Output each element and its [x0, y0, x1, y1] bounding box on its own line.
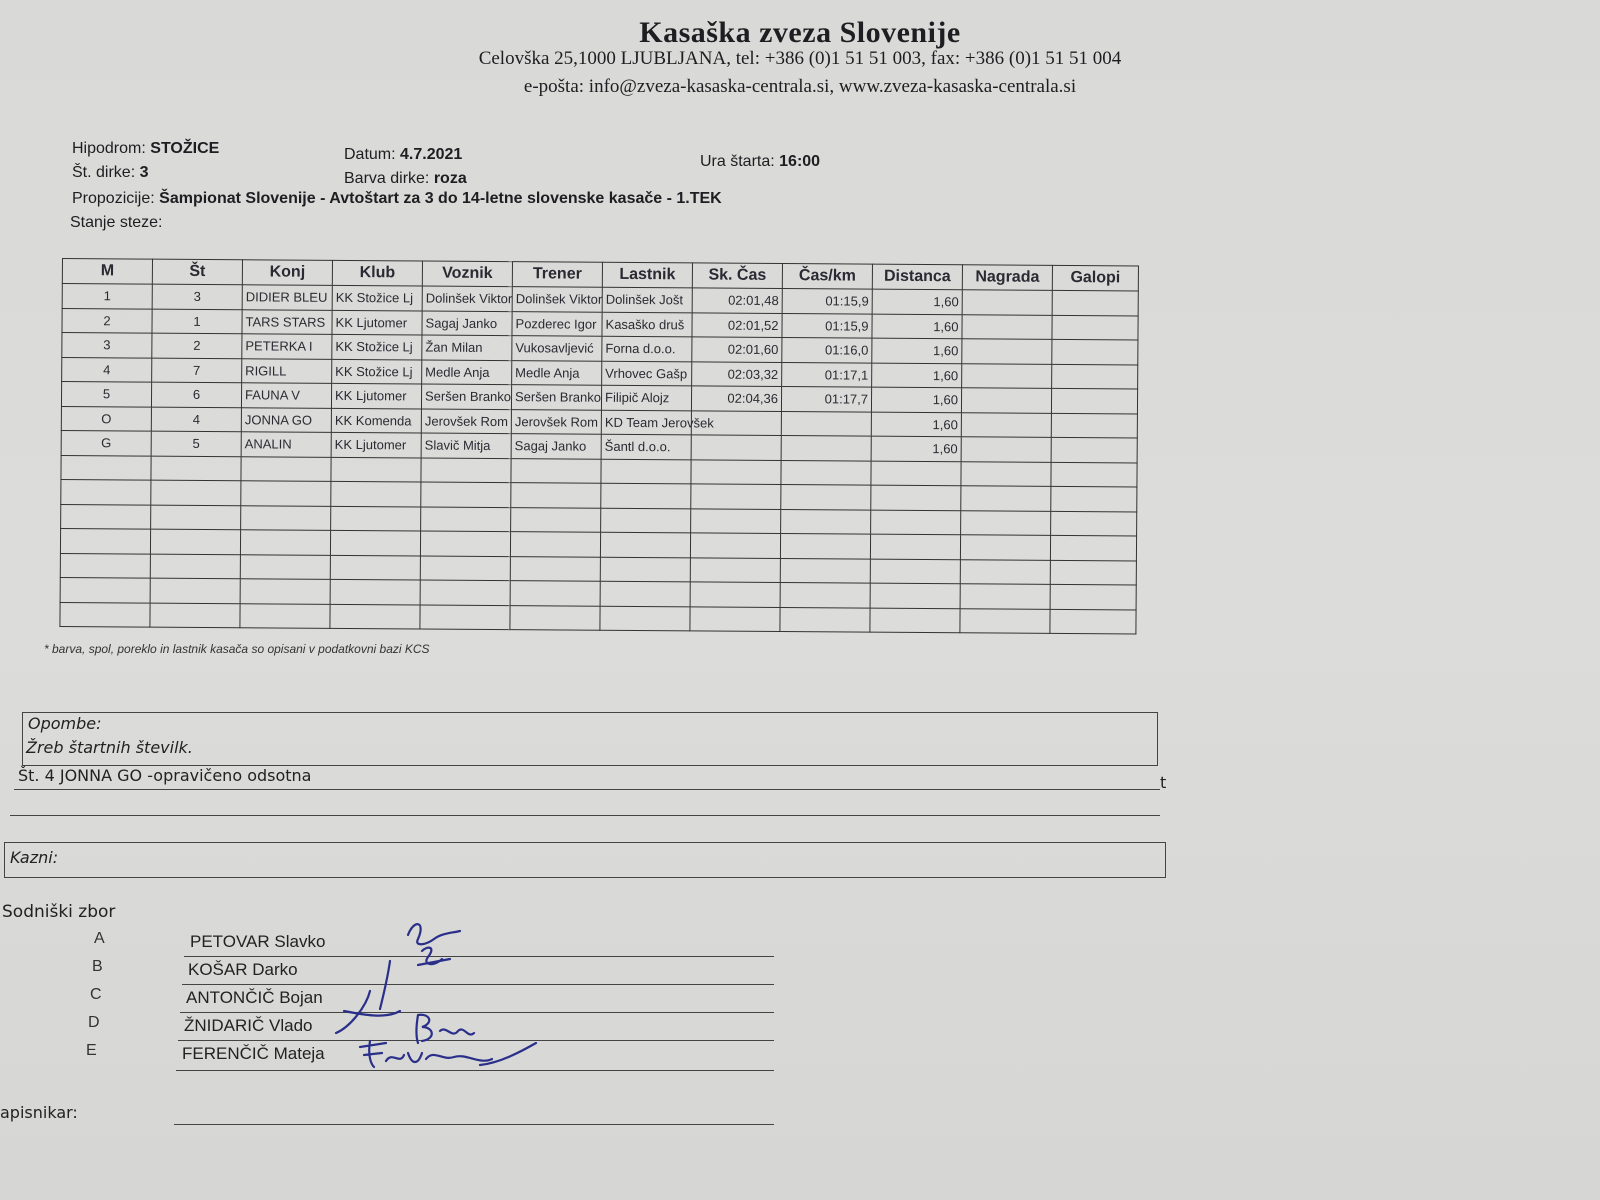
table-cell [961, 461, 1051, 486]
table-cell [691, 435, 781, 460]
table-cell [511, 507, 601, 532]
column-header: Konj [242, 260, 332, 286]
table-cell [240, 554, 330, 579]
table-cell [780, 583, 870, 608]
table-cell [690, 606, 780, 631]
judge-a-letter: A [94, 930, 105, 947]
results-body [60, 284, 1138, 635]
table-cell [601, 508, 691, 533]
propozicije-value: Šampionat Slovenije - Avtoštart za 3 do 14-letne slovenske kasače - 1.TEK [159, 190, 722, 207]
table-cell [601, 459, 691, 484]
table-cell: TARS STARS [242, 309, 332, 334]
table-cell: FAUNA V [241, 383, 331, 408]
table-cell: 1 [62, 284, 152, 309]
table-cell [780, 558, 870, 583]
table-cell: O [61, 406, 151, 431]
table-cell [510, 532, 600, 557]
table-cell: Seršen Branko [511, 385, 601, 410]
judge-b-name: KOŠAR Darko [188, 960, 298, 979]
table-cell [781, 411, 871, 436]
table-cell: Filipič Alojz [601, 385, 691, 410]
table-cell [1052, 364, 1138, 389]
table-cell: G [61, 430, 151, 455]
table-cell: 02:01,52 [692, 312, 782, 337]
table-cell [420, 556, 510, 581]
table-cell: 5 [151, 431, 241, 456]
table-cell [1050, 609, 1136, 634]
table-cell [1052, 339, 1138, 364]
table-cell [600, 532, 690, 557]
table-cell [960, 608, 1050, 633]
table-cell [60, 577, 150, 602]
table-cell [870, 534, 960, 559]
table-cell: 1,60 [871, 412, 961, 437]
table-cell [240, 579, 330, 604]
table-cell [871, 461, 961, 486]
column-header: Nagrada [962, 265, 1052, 291]
table-cell [241, 456, 331, 481]
table-cell [600, 557, 690, 582]
table-cell: 1,60 [872, 314, 962, 339]
opombe-line-1: Žreb štartnih številk. [26, 738, 193, 757]
table-cell: 1,60 [872, 338, 962, 363]
table-cell: KK Komenda [331, 408, 421, 433]
hipodrom-field [72, 140, 219, 158]
table-cell [601, 483, 691, 508]
propozicije-field [72, 190, 722, 208]
table-cell: Pozderec Igor [512, 311, 602, 336]
table-cell [690, 533, 780, 558]
judge-d-name: ŽNIDARIČ Vlado [184, 1016, 313, 1035]
table-cell: 2 [62, 308, 152, 333]
signature-a [408, 924, 460, 944]
table-cell [151, 505, 241, 530]
table-cell [1051, 413, 1137, 438]
column-header: Št [152, 259, 242, 285]
table-cell [690, 557, 780, 582]
table-cell: Seršen Branko [421, 384, 511, 409]
zapisnikar-label: apisnikar: [0, 1103, 78, 1122]
table-cell [780, 534, 870, 559]
table-cell [420, 531, 510, 556]
table-cell [241, 481, 331, 506]
table-cell: Slavič Mitja [421, 433, 511, 458]
signature-e [360, 1041, 536, 1067]
table-cell [60, 602, 150, 627]
column-header: Distanca [872, 264, 962, 290]
table-cell [961, 437, 1051, 462]
table-cell [781, 509, 871, 534]
column-header: M [62, 259, 152, 285]
table-cell [331, 506, 421, 531]
signature-d [417, 1015, 475, 1043]
table-cell: KK Stožice Lj [332, 359, 422, 384]
table-cell [962, 363, 1052, 388]
table-cell [1051, 486, 1137, 511]
table-cell [240, 530, 330, 555]
organization-address: Celovška 25,1000 LJUBLJANA, tel: +386 (0)1 51 51 003, fax: +386 (0)1 51 51 004 [478, 48, 1122, 69]
table-cell: Medle Anja [512, 360, 602, 385]
table-cell [1050, 535, 1136, 560]
table-cell: KK Ljutomer [331, 383, 421, 408]
table-cell: Dolinšek Viktor [512, 287, 602, 312]
table-cell [150, 578, 240, 603]
table-cell: PETERKA I [242, 334, 332, 359]
organization-contact: e-pošta: info@zveza-kasaska-centrala.si, www.zveza-kasaska-centrala.si [523, 76, 1077, 97]
table-cell: 4 [151, 407, 241, 432]
table-cell: 3 [62, 333, 152, 358]
signature-b [380, 948, 450, 1009]
table-cell [421, 458, 511, 483]
table-cell: 02:03,32 [692, 361, 782, 386]
table-cell: 01:15,9 [782, 313, 872, 338]
table-cell [331, 457, 421, 482]
table-cell [1051, 511, 1137, 536]
table-cell: 02:01,48 [692, 288, 782, 313]
results-table [59, 258, 1139, 635]
table-cell [510, 556, 600, 581]
table-cell [962, 339, 1052, 364]
table-cell: 6 [151, 382, 241, 407]
table-cell: Sagaj Janko [511, 434, 601, 459]
table-cell [691, 508, 781, 533]
ura-value: 16:00 [779, 153, 821, 170]
judges-label: Sodniški zbor [2, 902, 116, 922]
column-header: Voznik [422, 261, 512, 287]
notes-underline [14, 789, 1160, 790]
table-cell: 01:16,0 [782, 338, 872, 363]
column-header: Čas/km [782, 264, 872, 290]
propozicije-label: Propozicije: [72, 190, 155, 207]
datum-label: Datum: [344, 146, 396, 163]
table-cell: Sagaj Janko [422, 311, 512, 336]
judge-b-letter: B [92, 958, 103, 975]
table-cell: Šantl d.o.o. [601, 434, 691, 459]
table-cell: 1,60 [871, 436, 961, 461]
table-cell: 3 [152, 284, 242, 309]
table-cell [960, 559, 1050, 584]
table-cell [60, 528, 150, 553]
datum-field [344, 146, 462, 164]
table-cell [241, 505, 331, 530]
column-header: Lastnik [602, 262, 692, 288]
table-cell: Dolinšek Viktor [422, 286, 512, 311]
table-cell: JONNA GO [241, 407, 331, 432]
table-cell [330, 579, 420, 604]
table-cell: Forna d.o.o. [602, 336, 692, 361]
table-cell [151, 456, 241, 481]
table-cell [420, 580, 510, 605]
signature-c [336, 991, 400, 1033]
table-cell [330, 530, 420, 555]
table-cell: 01:17,1 [782, 362, 872, 387]
table-cell: Medle Anja [422, 360, 512, 385]
table-cell [781, 436, 871, 461]
table-cell [960, 584, 1050, 609]
table-cell [871, 485, 961, 510]
table-cell [962, 314, 1052, 339]
table-cell [600, 581, 690, 606]
column-header: Klub [332, 260, 422, 286]
table-cell: 1 [152, 309, 242, 334]
table-cell: KD Team Jerovšek [601, 410, 691, 435]
table-cell: RIGILL [242, 358, 332, 383]
organization-title: Kasaška zveza Slovenije [639, 16, 961, 49]
table-cell: ANALIN [241, 432, 331, 457]
table-cell [240, 603, 330, 628]
table-cell [690, 582, 780, 607]
hipodrom-label: Hipodrom: [72, 140, 146, 157]
dirka-label: Št. dirke: [72, 164, 136, 181]
table-cell [61, 479, 151, 504]
table-cell [780, 607, 870, 632]
judge-signatures [330, 915, 550, 1075]
column-header: Trener [512, 262, 602, 288]
table-cell [960, 535, 1050, 560]
barva-value: roza [433, 170, 467, 187]
table-cell: Vukosavljević [512, 336, 602, 361]
hipodrom-value: STOŽICE [150, 140, 220, 157]
judge-c-letter: C [90, 986, 102, 1003]
table-cell [60, 553, 150, 578]
table-cell: 1,60 [872, 289, 962, 314]
table-cell [961, 388, 1051, 413]
judge-d-letter: D [88, 1014, 100, 1031]
judge-e-name: FERENČIČ Mateja [182, 1044, 325, 1063]
table-cell: 1,60 [871, 387, 961, 412]
table-cell [1050, 584, 1136, 609]
table-cell: Dolinšek Jošt [602, 287, 692, 312]
table-cell: 2 [152, 333, 242, 358]
zapisnikar-line [174, 1124, 774, 1125]
datum-value: 4.7.2021 [400, 146, 463, 163]
table-cell [691, 484, 781, 509]
table-cell: 4 [62, 357, 152, 382]
table-cell: 02:01,60 [692, 337, 782, 362]
barva-label: Barva dirke: [344, 170, 430, 187]
table-cell [781, 460, 871, 485]
table-cell: 01:17,7 [781, 387, 871, 412]
table-cell [1051, 462, 1137, 487]
column-header: Sk. Čas [692, 263, 782, 289]
ura-label: Ura štarta: [700, 153, 775, 170]
table-cell [1050, 560, 1136, 585]
table-cell: 5 [61, 382, 151, 407]
table-cell [150, 603, 240, 628]
table-cell [1051, 388, 1137, 413]
table-cell: Kasaško druš [602, 312, 692, 337]
judge-e-letter: E [86, 1042, 97, 1059]
table-cell: Vrhovec Gašp [602, 361, 692, 386]
barva-field [344, 170, 467, 188]
table-cell [961, 486, 1051, 511]
column-header: Galopi [1052, 265, 1138, 291]
judge-a-name: PETOVAR Slavko [190, 932, 326, 951]
kazni-label: Kazni: [10, 848, 59, 867]
table-cell [870, 583, 960, 608]
table-cell [961, 510, 1051, 535]
kazni-box [4, 842, 1166, 878]
stanje-steze-label: Stanje steze: [70, 214, 163, 231]
dirka-field [72, 164, 149, 182]
table-cell [331, 481, 421, 506]
table-cell: Jerovšek Rom [421, 409, 511, 434]
table-footnote: * barva, spol, poreklo in lastnik kasača so opisani v podatkovni bazi KCS [44, 642, 430, 656]
table-cell: DIDIER BLEU [242, 285, 332, 310]
table-cell: 1,60 [872, 363, 962, 388]
judge-c-name: ANTONČIČ Bojan [186, 988, 323, 1007]
table-cell [781, 485, 871, 510]
table-cell: KK Ljutomer [331, 432, 421, 457]
opombe-label: Opombe: [28, 714, 102, 733]
table-cell [1051, 437, 1137, 462]
table-cell: KK Ljutomer [332, 310, 422, 335]
table-cell: 01:15,9 [782, 289, 872, 314]
table-cell: Jerovšek Rom [511, 409, 601, 434]
table-cell: Žan Milan [422, 335, 512, 360]
table-cell [962, 290, 1052, 315]
table-cell [511, 483, 601, 508]
table-cell [330, 555, 420, 580]
table-cell [150, 529, 240, 554]
table-cell [870, 608, 960, 633]
table-cell [1052, 290, 1138, 315]
table-cell: KK Stožice Lj [332, 334, 422, 359]
table-cell [421, 482, 511, 507]
table-cell [1052, 315, 1138, 340]
table-cell [330, 604, 420, 629]
table-cell [420, 605, 510, 630]
stray-mark: t [1160, 773, 1167, 792]
table-cell [150, 554, 240, 579]
table-cell [61, 455, 151, 480]
table-cell [961, 412, 1051, 437]
table-cell: KK Stožice Lj [332, 285, 422, 310]
table-cell [510, 605, 600, 630]
table-cell [691, 459, 781, 484]
table-cell [511, 458, 601, 483]
dirka-value: 3 [139, 164, 149, 181]
table-cell [871, 510, 961, 535]
notes-blank-line [10, 815, 1160, 816]
ura-field [700, 153, 820, 171]
table-cell [870, 559, 960, 584]
table-cell [421, 507, 511, 532]
table-cell: 02:04,36 [691, 386, 781, 411]
opombe-line-2: Št. 4 JONNA GO -opravičeno odsotna [18, 766, 312, 785]
table-cell [510, 581, 600, 606]
table-cell [600, 606, 690, 631]
table-cell [151, 480, 241, 505]
table-cell [61, 504, 151, 529]
table-cell: 7 [152, 358, 242, 383]
